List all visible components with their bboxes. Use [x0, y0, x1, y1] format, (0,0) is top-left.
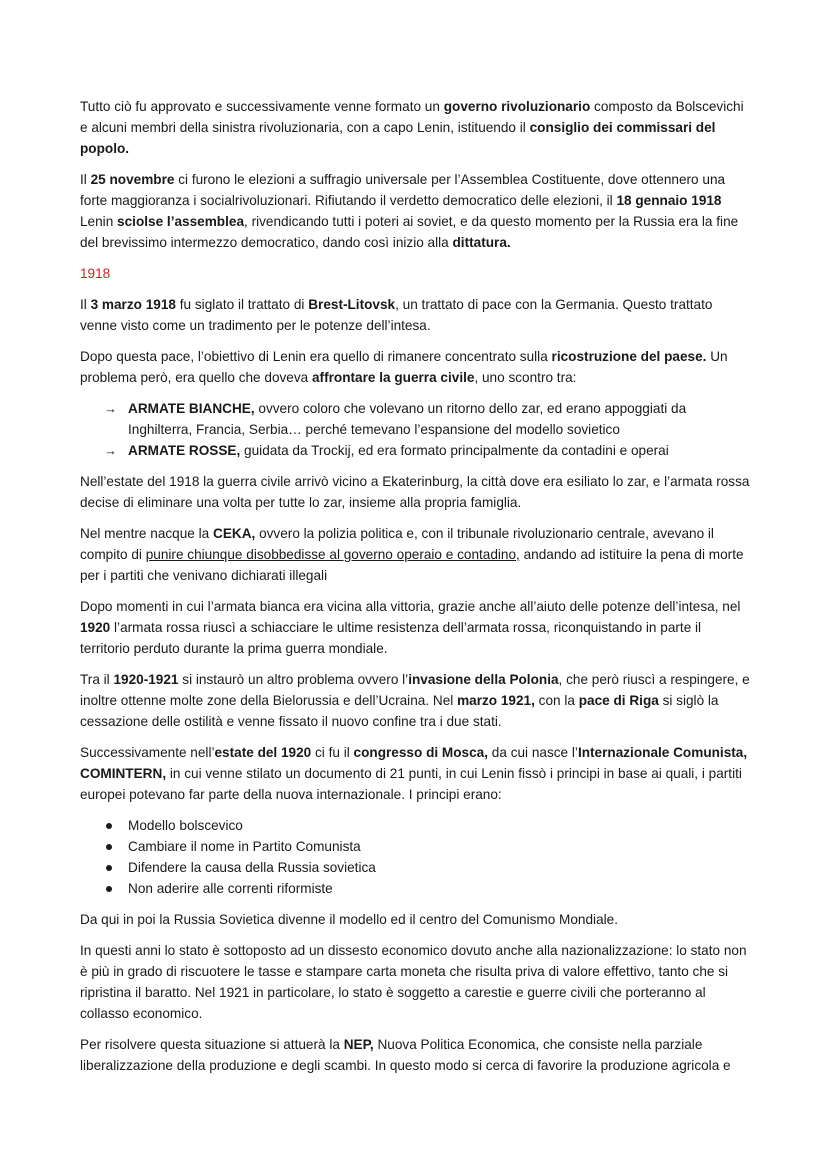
text-run: ci furono le elezioni a suffragio universale per l’Assemblea Costituente, dove ottennero una forte maggioranza i socialrivoluzionari. Rifiutando il verdetto democratico delle elezioni, il	[80, 172, 726, 208]
bold-text: sciolse l’assemblea	[117, 214, 245, 229]
text-run: composto da Bolscevichi e alcuni membri della sinistra rivoluzionaria, con a capo Lenin, istituendo il	[80, 99, 744, 135]
text-run: da cui nasce l’	[488, 745, 578, 760]
paragraph-governo-rivoluzionario	[80, 96, 752, 159]
text-run: ci fu il	[311, 745, 354, 760]
paragraph-polonia	[80, 669, 752, 732]
text-run: Nel mentre nacque la	[80, 526, 213, 541]
text-run: fu siglato il trattato di	[175, 297, 309, 312]
paragraph-armata-rossa-1920	[80, 596, 752, 659]
principi-list	[80, 815, 752, 899]
text-run: Il	[80, 172, 91, 187]
bold-text: Internazionale Comunista, COMINTERN,	[80, 745, 748, 781]
bold-text: 18 gennaio 1918	[616, 193, 722, 208]
paragraph-comintern	[80, 742, 752, 805]
bold-text: ricostruzione del paese.	[551, 349, 707, 364]
list-item	[80, 815, 752, 836]
text-run: Tutto ciò fu approvato e successivamente venne formato un	[80, 99, 444, 114]
paragraph-ceka	[80, 523, 752, 586]
paragraph-brest-litovsk	[80, 294, 752, 336]
text-run: Lenin	[80, 214, 118, 229]
text-run: Non aderire alle correnti riformiste	[128, 881, 333, 896]
bold-text: consiglio dei commissari del popolo.	[80, 120, 716, 156]
bold-text: ARMATE ROSSE,	[128, 443, 241, 458]
paragraph-ekaterinburg: Nell’estate del 1918 la guerra civile arrivò vicino a Ekaterinburg, la città dove era esiliato lo zar, e l’armata rossa decise di eliminare una volta per tutte lo zar, insieme alla propria famiglia.	[80, 474, 750, 510]
text-run: andando ad istituire la pena di morte per i partiti che venivano dichiarati illegali	[80, 547, 744, 583]
text-run: ovvero coloro che volevano un ritorno dello zar, ed erano appoggiati da Inghilterra, Francia, Serbia… perché temevano l’espansione del modello sovietico	[128, 401, 687, 437]
text-run: l’armata rossa riuscì a schiacciare le ultime resistenza dell’armata rossa, riconquistando in parte il territorio perduto durante la prima guerra mondiale.	[80, 620, 702, 656]
bullet-icon	[106, 865, 112, 871]
bold-text: invasione della Polonia	[408, 672, 559, 687]
bullet-icon	[106, 886, 112, 892]
text-run: Modello bolscevico	[128, 818, 243, 833]
text-run: Il	[80, 297, 91, 312]
arrow-right-icon: →	[104, 443, 117, 458]
text-run: Successivamente nell’	[80, 745, 215, 760]
text-run: si siglò la cessazione delle ostilità e venne fissato il nuovo confine tra i due stati.	[80, 693, 719, 729]
paragraph-guerra-civile	[80, 346, 752, 388]
bold-text: governo rivoluzionario	[443, 99, 591, 114]
list-item	[80, 857, 752, 878]
bold-text: NEP,	[343, 1037, 374, 1052]
text-run: guidata da Trockij, ed era formato principalmente da contadini e operai	[240, 443, 669, 458]
bold-text: CEKA,	[213, 526, 256, 541]
list-item	[80, 878, 752, 899]
text-run: Un problema però, era quello che doveva	[80, 349, 728, 385]
text-run: Dopo momenti in cui l’armata bianca era vicina alla vittoria, grazie anche all’aiuto delle potenze dell’intesa, nel	[80, 599, 741, 614]
arrow-right-icon: →	[104, 401, 117, 416]
year-heading: 1918	[80, 266, 111, 281]
bold-text: estate del 1920	[214, 745, 312, 760]
bold-text: Brest-Litovsk	[308, 297, 396, 312]
bullet-icon	[106, 823, 112, 829]
text-run: Dopo questa pace, l’obiettivo di Lenin era quello di rimanere concentrato sulla	[80, 349, 552, 364]
text-run: Nuova Politica Economica, che consiste nella parziale liberalizzazione della produzione e degli scambi. In questo modo si cerca di favorire la produzione agricola e	[80, 1037, 731, 1073]
bold-text: dittatura.	[452, 235, 511, 250]
list-item	[80, 398, 752, 440]
bold-text: 1920	[80, 620, 111, 635]
paragraph-comunismo-mondiale: Da qui in poi la Russia Sovietica divenne il modello ed il centro del Comunismo Mondiale.	[80, 912, 618, 927]
text-run: , un trattato di pace con la Germania. Questo trattato venne visto come un tradimento per le potenze dell’intesa.	[80, 297, 713, 333]
list-item	[80, 440, 752, 461]
list-item	[80, 836, 752, 857]
bold-text: congresso di Mosca,	[353, 745, 489, 760]
underlined-text: punire chiunque disobbedisse al governo operaio e contadino,	[145, 547, 520, 562]
bold-text: ARMATE BIANCHE,	[128, 401, 255, 416]
bold-text: 25 novembre	[90, 172, 175, 187]
text-run: Cambiare il nome in Partito Comunista	[128, 839, 361, 854]
text-run: Difendere la causa della Russia sovietica	[128, 860, 376, 875]
document-body	[80, 96, 752, 1086]
bold-text: 1920-1921	[113, 672, 179, 687]
bold-text: pace di Riga	[578, 693, 659, 708]
bold-text: 3 marzo 1918	[90, 297, 176, 312]
text-run: Per risolvere questa situazione si attuerà la	[80, 1037, 344, 1052]
text-run: , uno scontro tra:	[474, 370, 577, 385]
bold-text: affrontare la guerra civile	[312, 370, 475, 385]
text-run: si instaurò un altro problema ovvero l’	[178, 672, 409, 687]
text-run: , rivendicando tutti i poteri ai soviet, e da questo momento per la Russia era la fine del brevissimo intermezzo democratico, dando così inizio alla	[80, 214, 739, 250]
paragraph-elezioni	[80, 169, 752, 253]
text-run: con la	[534, 693, 579, 708]
text-run: , che però riuscì a respingere, e inoltre ottenne molte zone della Bielorussia e dell’Ucraina. Nel	[80, 672, 750, 708]
text-run: ovvero la polizia politica e, con il tribunale rivoluzionario centrale, avevano il compito di	[80, 526, 714, 562]
armate-list	[80, 398, 752, 461]
bold-text: marzo 1921,	[457, 693, 535, 708]
paragraph-dissesto-economico: In questi anni lo stato è sottoposto ad un dissesto economico dovuto anche alla nazionalizzazione: lo stato non è più in grado di riscuotere le tasse e stampare carta moneta che risulta priva di valore effettivo, tanto che si ripristina il baratto. Nel 1921 in particolare, lo stato è soggetto a carestie e guerre civili che porteranno al collasso economico.	[80, 943, 747, 1021]
bullet-icon	[106, 844, 112, 850]
text-run: Tra il	[80, 672, 114, 687]
paragraph-nep	[80, 1034, 752, 1076]
text-run: in cui venne stilato un documento di 21 punti, in cui Lenin fissò i principi in base ai quali, i partiti europei potevano far parte della nuova internazionale. I principi erano:	[80, 766, 742, 802]
